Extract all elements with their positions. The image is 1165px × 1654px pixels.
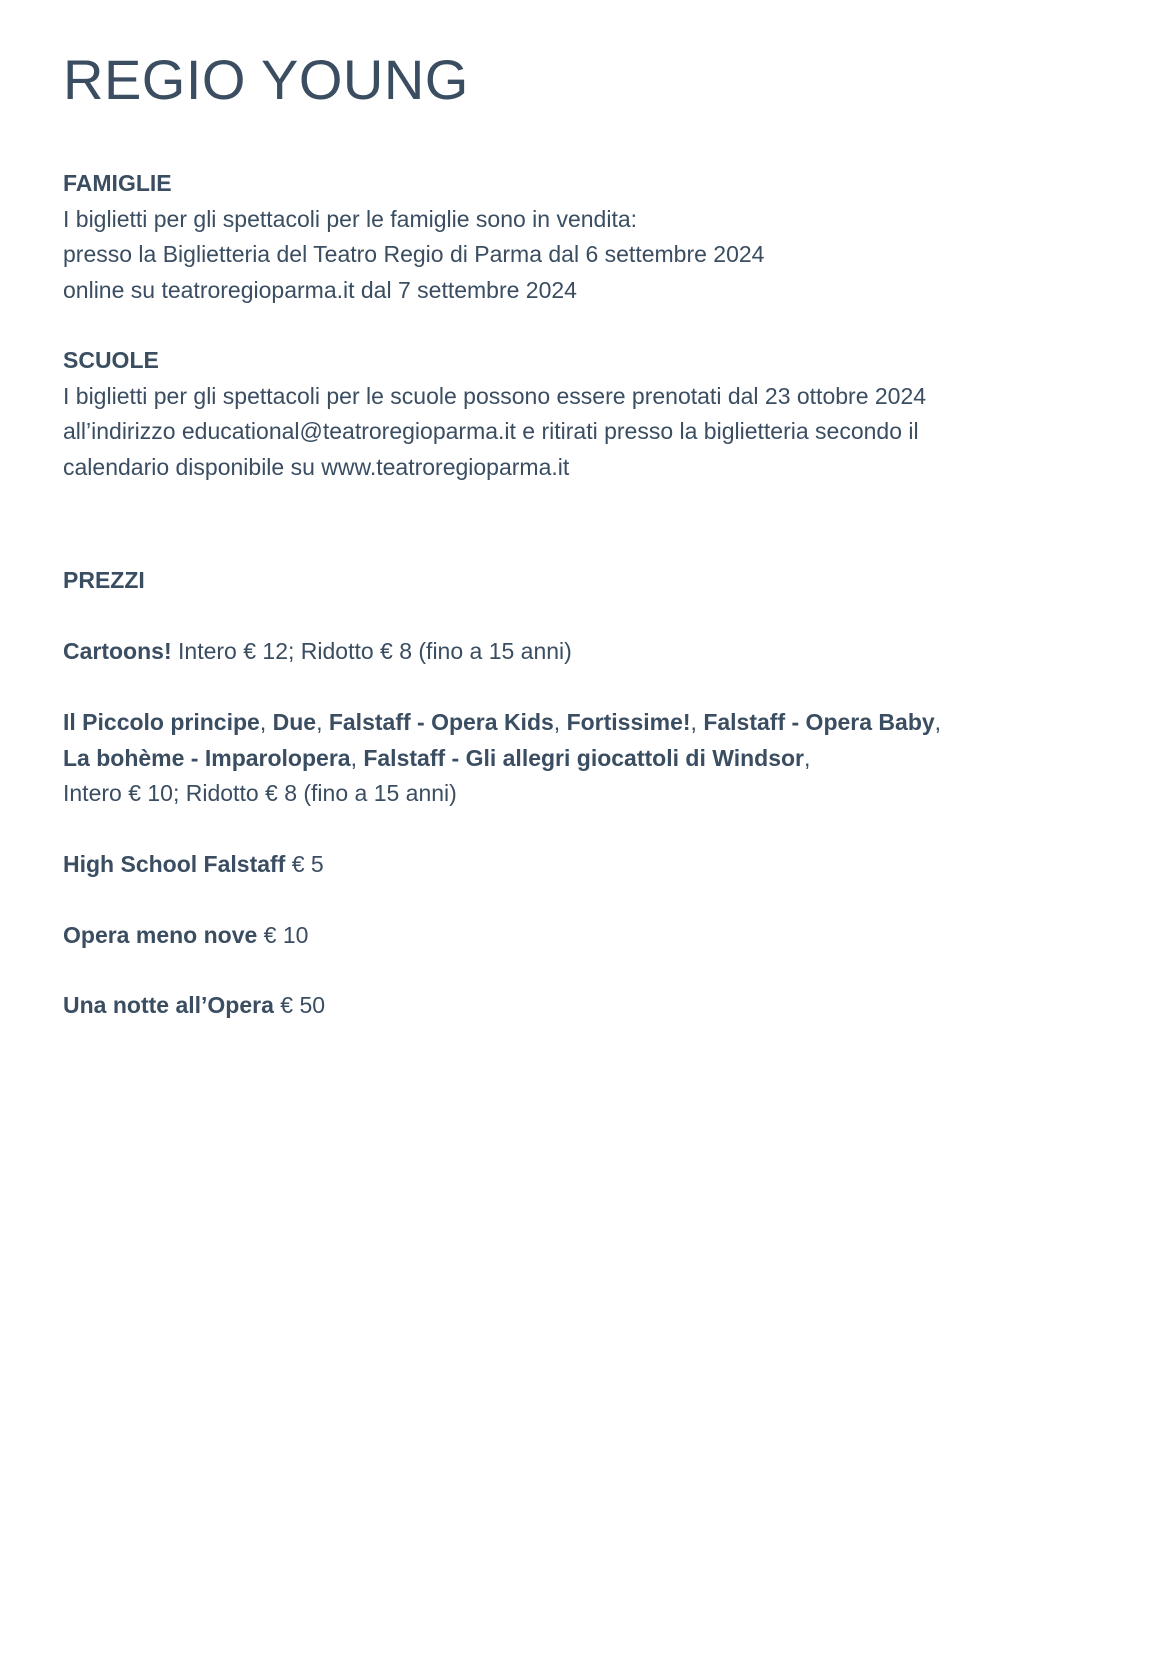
- show-name: Falstaff - Opera Kids: [328, 709, 554, 735]
- famiglie-heading: FAMIGLIE: [63, 170, 172, 196]
- scuole-line: all’indirizzo educational@teatroregioparma.it e ritirati presso la biglietteria secondo il: [63, 418, 919, 444]
- prezzi-heading: PREZZI: [63, 567, 145, 593]
- price-item-notte-opera: [63, 988, 1103, 1024]
- price-text: Intero € 12; Ridotto € 8 (fino a 15 anni): [171, 638, 572, 664]
- price-text: Intero € 10; Ridotto € 8 (fino a 15 anni): [63, 780, 457, 806]
- price-item-group: Il Piccolo principe, Due, Falstaff - Opera Kids, Fortissime!, Falstaff - Opera Baby, La bohème - Imparolopera, Falstaff - Gli allegri giocattoli di Windsor, Intero € 10; Ridotto € 8 (fino a 15 anni): [63, 705, 1103, 812]
- show-name: Il Piccolo principe: [63, 709, 260, 735]
- price-text: € 50: [273, 992, 326, 1018]
- scuole-heading: SCUOLE: [63, 347, 159, 373]
- show-name: La bohème - Imparolopera: [63, 744, 351, 771]
- price-item-cartoons: [63, 634, 1103, 670]
- show-name: Fortissime!: [566, 709, 691, 735]
- show-name: Falstaff - Gli allegri giocattoli di Windsor: [363, 744, 805, 771]
- show-name: High School Falstaff: [63, 851, 286, 877]
- page-title: REGIO YOUNG: [63, 48, 469, 111]
- famiglie-section: [63, 166, 1103, 308]
- price-text: € 5: [285, 851, 324, 877]
- price-text: € 10: [257, 922, 309, 948]
- show-name: Cartoons!: [63, 638, 172, 664]
- prezzi-section: [63, 563, 1103, 599]
- price-item-high-school: [63, 847, 1103, 883]
- scuole-line: I biglietti per gli spettacoli per le scuole possono essere prenotati dal 23 ottobre 2024: [63, 382, 927, 409]
- show-name: Due: [272, 709, 317, 735]
- price-item-opera-meno-nove: [63, 918, 1103, 954]
- famiglie-line: I biglietti per gli spettacoli per le famiglie sono in vendita:: [63, 205, 638, 232]
- famiglie-line: online su teatroregioparma.it dal 7 settembre 2024: [63, 276, 577, 303]
- scuole-section: [63, 343, 1103, 485]
- famiglie-line: presso la Biglietteria del Teatro Regio di Parma dal 6 settembre 2024: [63, 241, 765, 267]
- show-name: Opera meno nove: [63, 922, 258, 948]
- show-name: Una notte all’Opera: [63, 992, 274, 1018]
- show-name: Falstaff - Opera Baby: [703, 709, 935, 735]
- scuole-line: calendario disponibile su www.teatroregioparma.it: [63, 453, 570, 480]
